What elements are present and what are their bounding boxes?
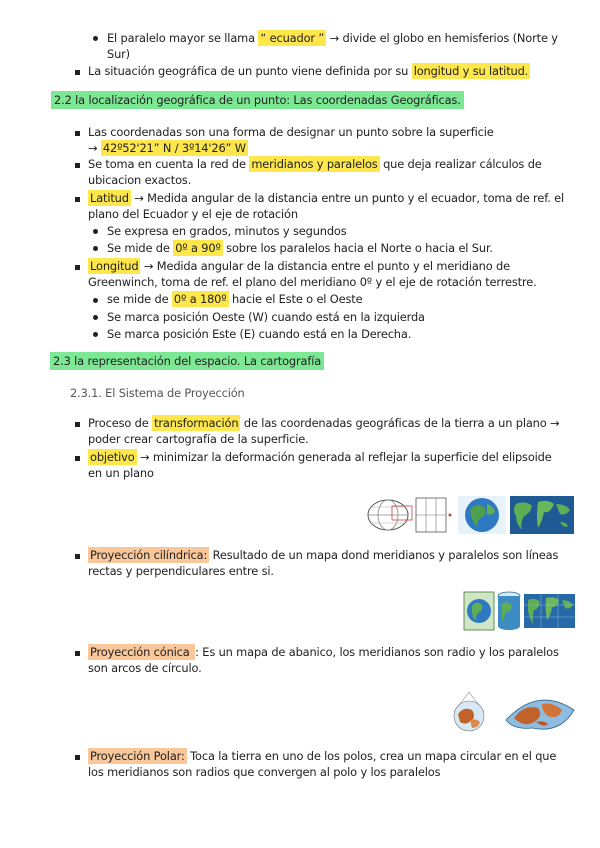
list-item-conica: Proyección cónica : Es un mapa de abanico, los meridianos son radio y los paralelos xyxy=(90,645,559,659)
list-item-continuation: Sur) xyxy=(107,47,130,61)
highlight-polar: Proyección Polar: xyxy=(90,749,185,763)
round-bullet-icon xyxy=(93,246,98,251)
round-bullet-icon xyxy=(93,36,98,41)
list-item: Proceso de transformación de las coordenadas geográficas de la tierra a un plano → xyxy=(88,416,560,430)
highlight-longitud: Longitud xyxy=(90,259,139,273)
globe-projection-icon xyxy=(366,494,576,536)
highlight-transformacion: transformación xyxy=(154,416,239,430)
square-bullet-icon xyxy=(75,456,80,461)
list-item: La situación geográfica de un punto viene definida por su longitud y su latitud. xyxy=(88,64,529,78)
highlight-meridianos: meridianos y paralelos xyxy=(251,157,378,171)
list-item-polar: Proyección Polar: Toca la tierra en uno de los polos, crea un mapa circular en el que xyxy=(90,749,557,763)
square-bullet-icon xyxy=(75,70,80,75)
square-bullet-icon xyxy=(75,651,80,656)
list-item-continuation: los meridianos son radios que convergen al polo y los paralelos xyxy=(88,765,441,779)
list-item-latitud: Latitud → Medida angular de la distancia entre un punto y el ecuador, toma de ref. el xyxy=(90,191,565,205)
square-bullet-icon xyxy=(75,554,80,559)
highlight-0-90: 0º a 90º xyxy=(175,241,221,255)
highlight-latitud: Latitud xyxy=(90,191,129,205)
square-bullet-icon xyxy=(75,131,80,136)
list-item: El paralelo mayor se llama “ ecuador ” → divide el globo en hemisferios (Norte y xyxy=(107,31,558,45)
square-bullet-icon xyxy=(75,265,80,270)
list-item-cilindrica: Proyección cilíndrica: Resultado de un mapa dond meridianos y paralelos son líneas xyxy=(90,548,559,562)
highlight-cilindrica: Proyección cilíndrica: xyxy=(90,548,208,562)
sub-list-item: Se mide de 0º a 90º sobre los paralelos hacia el Norte o hacia el Sur. xyxy=(107,241,493,255)
list-item-continuation: ubicacion exactos. xyxy=(88,173,192,187)
highlight-longitud-latitud: longitud y su latitud. xyxy=(413,64,529,78)
list-item-continuation: → 42º52'21” N / 3º14'26” W xyxy=(88,141,246,155)
list-item: Las coordenadas son una forma de designar un punto sobre la superficie xyxy=(88,125,494,139)
cone-map-icon xyxy=(448,690,578,734)
round-bullet-icon xyxy=(93,229,98,234)
list-item-continuation: plano del Ecuador y el eje de rotación xyxy=(88,207,298,221)
round-bullet-icon xyxy=(93,298,98,303)
list-item-continuation: son arcos de círculo. xyxy=(88,661,202,675)
list-item-continuation: en un plano xyxy=(88,466,154,480)
square-bullet-icon xyxy=(75,422,80,427)
sub-heading-2-3-1: 2.3.1. El Sistema de Proyección xyxy=(70,386,245,400)
cylinder-map-icon xyxy=(462,590,577,632)
square-bullet-icon xyxy=(75,755,80,760)
sub-list-item: Se marca posición Oeste (W) cuando está en la izquierda xyxy=(107,310,425,324)
round-bullet-icon xyxy=(93,332,98,337)
list-item-longitud: Longitud → Medida angular de la distancia entre el punto y el meridiano de xyxy=(90,259,510,273)
list-item-continuation: rectas y perpendiculares entre si. xyxy=(88,564,274,578)
square-bullet-icon xyxy=(75,163,80,168)
round-bullet-icon xyxy=(93,315,98,320)
sub-list-item: se mide de 0º a 180º hacie el Este o el Oeste xyxy=(107,292,363,306)
section-heading-2-2: 2.2 la localización geográfica de un punto: Las coordenadas Geográficas. xyxy=(51,92,464,108)
sub-list-item: Se marca posición Este (E) cuando está en la Derecha. xyxy=(107,327,412,341)
section-heading-2-3: 2.3 la representación del espacio. La cartografía xyxy=(50,353,324,369)
highlight-0-180: 0º a 180º xyxy=(173,292,227,306)
highlight-objetivo: objetivo xyxy=(90,450,135,464)
highlight-ecuador: “ ecuador ” xyxy=(260,31,325,45)
highlight-conica: Proyección cónica xyxy=(90,645,194,659)
list-item: objetivo → minimizar la deformación generada al reflejar la superficie del elipsoide xyxy=(90,450,552,464)
list-item: Se toma en cuenta la red de meridianos y paralelos que deja realizar cálculos de xyxy=(88,157,542,171)
list-item-continuation: Greenwinch, toma de ref. el plano del meridiano 0º y el eje de rotación terrestre. xyxy=(88,275,537,289)
sub-list-item: Se expresa en grados, minutos y segundos xyxy=(107,224,347,238)
list-item-continuation: poder crear cartografía de la superficie. xyxy=(88,432,309,446)
square-bullet-icon xyxy=(75,197,80,202)
highlight-coordinates: 42º52'21” N / 3º14'26” W xyxy=(102,141,246,155)
